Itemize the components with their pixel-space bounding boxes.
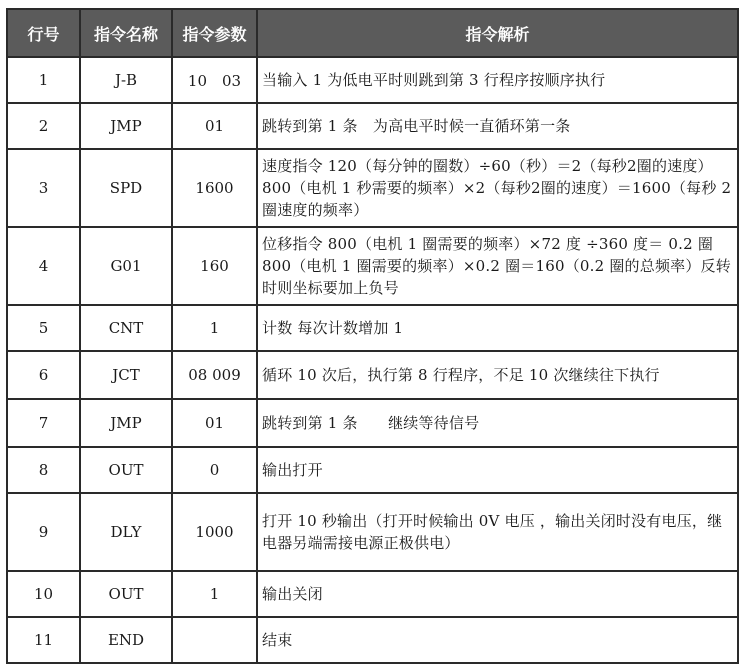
header-line-number: 行号 (7, 9, 80, 57)
instruction-table (6, 8, 743, 664)
cell-line: 7 (7, 399, 80, 447)
cell-desc: 速度指令 120（每分钟的圈数）÷60（秒）＝2（每秒2圈的速度）800（电机 1 秒需要的频率）×2（每秒2圈的速度）＝1600（每秒 2 圈速度的频率） (257, 149, 738, 227)
cell-param: 01 (172, 399, 257, 447)
header-command-param: 指令参数 (172, 9, 257, 57)
cell-line: 1 (7, 57, 80, 103)
cell-cmd: G01 (80, 227, 172, 305)
table-row (7, 305, 738, 351)
cell-cmd: J-B (80, 57, 172, 103)
cell-line: 10 (7, 571, 80, 617)
cell-param (172, 617, 257, 663)
cell-desc: 输出打开 (257, 447, 738, 493)
cell-param: 1600 (172, 149, 257, 227)
cell-cmd: JMP (80, 103, 172, 149)
table-row (7, 57, 738, 103)
cell-line: 11 (7, 617, 80, 663)
table-row (7, 571, 738, 617)
table-row (7, 617, 738, 663)
cell-desc: 打开 10 秒输出（打开时候输出 0V 电压 ，输出关闭时没有电压，继电器另端需接电源正极供电） (257, 493, 738, 571)
cell-line: 9 (7, 493, 80, 571)
cell-param: 1 (172, 571, 257, 617)
cell-line: 2 (7, 103, 80, 149)
cell-desc: 计数 每次计数增加 1 (257, 305, 738, 351)
table-row (7, 351, 738, 399)
cell-param: 160 (172, 227, 257, 305)
cell-desc: 输出关闭 (257, 571, 738, 617)
cell-desc: 跳转到第 1 条 继续等待信号 (257, 399, 738, 447)
cell-cmd: JMP (80, 399, 172, 447)
cell-cmd: DLY (80, 493, 172, 571)
header-command-name: 指令名称 (80, 9, 172, 57)
cell-desc: 循环 10 次后，执行第 8 行程序，不足 10 次继续往下执行 (257, 351, 738, 399)
cell-cmd: END (80, 617, 172, 663)
cell-desc: 跳转到第 1 条 为高电平时候一直循环第一条 (257, 103, 738, 149)
cell-param: 01 (172, 103, 257, 149)
table-row (7, 493, 738, 571)
cell-param: 0 (172, 447, 257, 493)
table-row (7, 447, 738, 493)
cell-line: 5 (7, 305, 80, 351)
table-row (7, 227, 738, 305)
table-header-row (7, 9, 738, 57)
cell-cmd: SPD (80, 149, 172, 227)
cell-cmd: OUT (80, 447, 172, 493)
cell-line: 3 (7, 149, 80, 227)
cell-desc: 位移指令 800（电机 1 圈需要的频率）×72 度 ÷360 度＝ 0.2 圈 800（电机 1 圈需要的频率）×0.2 圈＝160（0.2 圈的总频率）反转时则坐标要加上负号 (257, 227, 738, 305)
cell-desc: 当输入 1 为低电平时则跳到第 3 行程序按顺序执行 (257, 57, 738, 103)
table-row (7, 399, 738, 447)
cell-param: 10 03 (172, 57, 257, 103)
cell-line: 8 (7, 447, 80, 493)
cell-line: 6 (7, 351, 80, 399)
cell-line: 4 (7, 227, 80, 305)
header-command-desc: 指令解析 (257, 9, 738, 57)
cell-cmd: JCT (80, 351, 172, 399)
table-row (7, 103, 738, 149)
cell-param: 1000 (172, 493, 257, 571)
table-row (7, 149, 738, 227)
cell-desc: 结束 (257, 617, 738, 663)
cell-param: 08 009 (172, 351, 257, 399)
cell-cmd: CNT (80, 305, 172, 351)
cell-param: 1 (172, 305, 257, 351)
cell-cmd: OUT (80, 571, 172, 617)
